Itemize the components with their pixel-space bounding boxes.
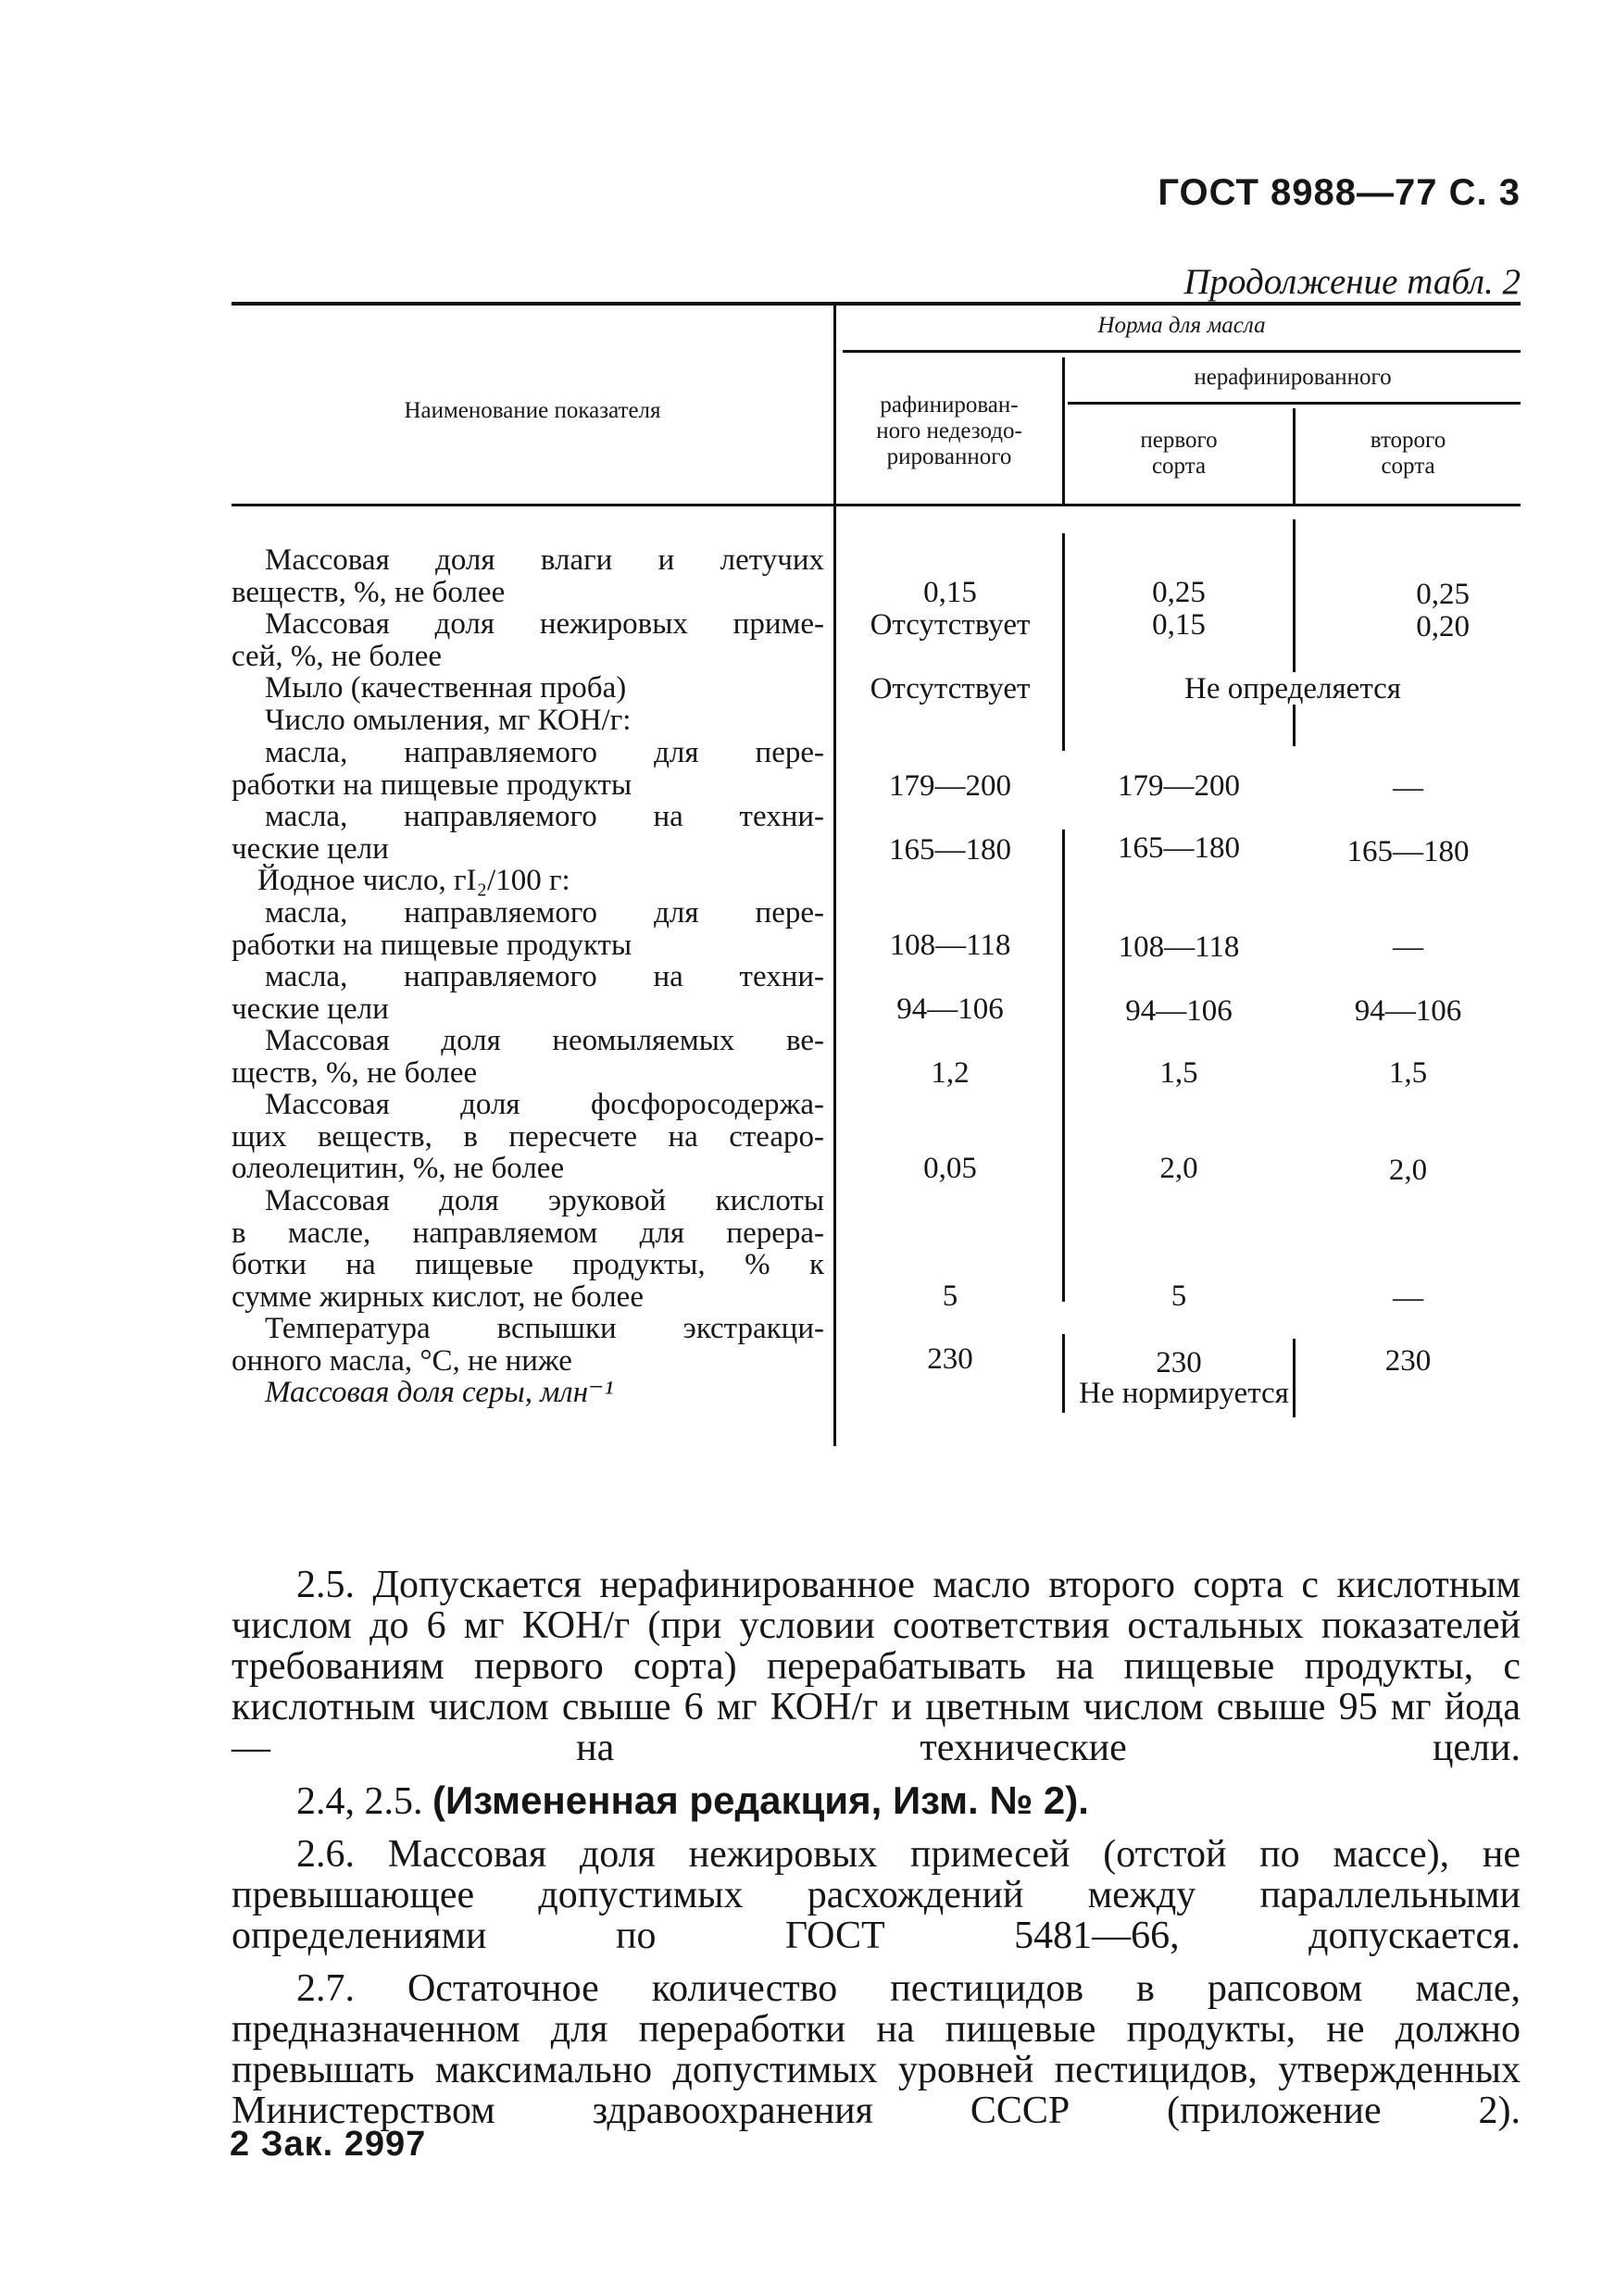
paragraph-2-6: 2.6. Массовая доля нежировых примесей (отстой по массе), не превышающее допустимых расхождений между параллельными определениями по ГОСТ 5481—66, допускается.	[232, 1833, 1521, 1957]
subgroup-rule	[1068, 402, 1521, 405]
table-row-label: Массовая доля эруковой кислоты в масле, направляемом для перера- ботки на пищевые продукты, % к сумме жирных кислот, не более	[232, 1184, 824, 1314]
table-row-label: Температура вспышки экстракци- онного масла, °С, не ниже	[232, 1312, 824, 1378]
table-row-label: Массовая доля влаги и летучих веществ, %, не более	[232, 543, 824, 609]
col-rule-2-a	[1062, 533, 1065, 751]
cell-v3: —	[1393, 1281, 1423, 1315]
col-name-header: Наименование показателя	[404, 398, 661, 423]
cell-v1: 1,2	[931, 1056, 970, 1090]
cell-v1: 230	[927, 1342, 973, 1376]
table-row-label: Мыло (качественная проба)	[265, 671, 627, 705]
cell-v3: 94—106	[1354, 994, 1462, 1028]
cell-v2: 230	[1156, 1346, 1202, 1379]
cell-v1: Отсутствует	[870, 608, 1031, 642]
col1-header: рафинирован- ного недезодо- рированного	[876, 393, 1022, 469]
cell-v2: 179—200	[1118, 769, 1240, 803]
group-header: Норма для масла	[1097, 313, 1266, 338]
cell-v1: 179—200	[889, 769, 1011, 803]
cell-v2: 108—118	[1118, 930, 1240, 964]
table-caption: Продолжение табл. 2	[1183, 262, 1521, 302]
cell-v1: 5	[942, 1279, 958, 1313]
cell-v23: Не определяется	[1184, 672, 1401, 705]
table-row-label: Число омыления, мг КОН/г:	[265, 704, 632, 737]
cell-v3: 2,0	[1388, 1154, 1428, 1187]
col3-header: второго сорта	[1370, 428, 1446, 479]
cell-v1: 0,05	[923, 1152, 977, 1185]
cell-v1: 108—118	[889, 929, 1011, 962]
paragraph-2-4-2-5: 2.4, 2.5. (Измененная редакция, Изм. № 2).	[296, 1778, 1089, 1823]
subgroup-header: нерафинированного	[1194, 365, 1392, 390]
table-row-label: Йодное число, гI₂/100 г:	[257, 864, 570, 897]
col2-header: первого сорта	[1140, 428, 1218, 479]
cell-v2: 94—106	[1125, 994, 1233, 1028]
cell-v2: 2,0	[1159, 1152, 1198, 1185]
cell-v3: —	[1393, 771, 1423, 805]
table-top-rule	[232, 302, 1521, 306]
footer-order-number: 2 Зак. 2997	[230, 2125, 427, 2164]
table-row-label: Массовая доля нежировых приме- сей, %, не более	[232, 607, 824, 673]
cell-v3: —	[1393, 930, 1423, 964]
cell-v1: 0,15	[923, 576, 977, 609]
page-header: ГОСТ 8988—77 С. 3	[1158, 172, 1521, 213]
paragraph-2-7: 2.7. Остаточное количество пестицидов в рапсовом масле, предназначенном для переработки на пищевые продукты, не должно превышать максимально допустимых уровней пестицидов, утвержденных Министерством здравоохранения СССР (приложение 2).	[232, 1967, 1521, 2132]
table-row-label: Массовая доля фосфоросодержа- щих веществ, в пересчете на стеаро- олеолецитин, %, не более	[232, 1088, 824, 1186]
cell-v1: Отсутствует	[870, 672, 1031, 705]
table-row-label: Массовая доля неомыляемых ве- ществ, %, не более	[232, 1024, 824, 1090]
cell-v2: 0,25	[1152, 576, 1206, 609]
cell-v2: 0,15	[1152, 608, 1206, 642]
paragraph-2-5: 2.5. Допускается нерафинированное масло второго сорта с кислотным числом до 6 мг КОН/г (при условии соответствия остальных показателей требованиям первого сорта) перерабатывать на пищевые продукты, с кислотным числом свыше 6 мг КОН/г и цветным числом свыше 95 мг йода — на технические цели.	[232, 1564, 1521, 1769]
cell-v1: 94—106	[896, 992, 1004, 1026]
table-row-label: масла, направляемого для пере- работки на пищевые продукты	[232, 896, 824, 962]
group-rule	[843, 350, 1521, 353]
cell-v3: 0,20	[1416, 610, 1470, 643]
body-text	[232, 1565, 1521, 2143]
table-row-label: масла, направляемого на техни- ческие цели	[232, 800, 824, 866]
table-row-label: масла, направляемого на техни- ческие цели	[232, 960, 824, 1026]
table-row-label: масла, направляемого для пере- работки на пищевые продукты	[232, 736, 824, 802]
cell-v2: 165—180	[1118, 831, 1240, 865]
cell-v2: 5	[1171, 1279, 1187, 1313]
col-rule-1	[833, 306, 836, 1446]
col-rule-3-b	[1293, 705, 1296, 746]
data-table	[232, 302, 1521, 1450]
cell-v123: Не нормируется	[1079, 1377, 1289, 1410]
cell-v3: 0,25	[1416, 578, 1470, 611]
cell-v3: 1,5	[1388, 1056, 1428, 1090]
header-bottom-rule	[232, 504, 1521, 506]
cell-v2: 1,5	[1159, 1056, 1198, 1090]
cell-v1: 165—180	[889, 833, 1011, 867]
table-row-label: Массовая доля серы, млн⁻¹	[265, 1376, 614, 1409]
cell-v3: 230	[1384, 1344, 1432, 1378]
cell-v3: 165—180	[1346, 835, 1470, 868]
